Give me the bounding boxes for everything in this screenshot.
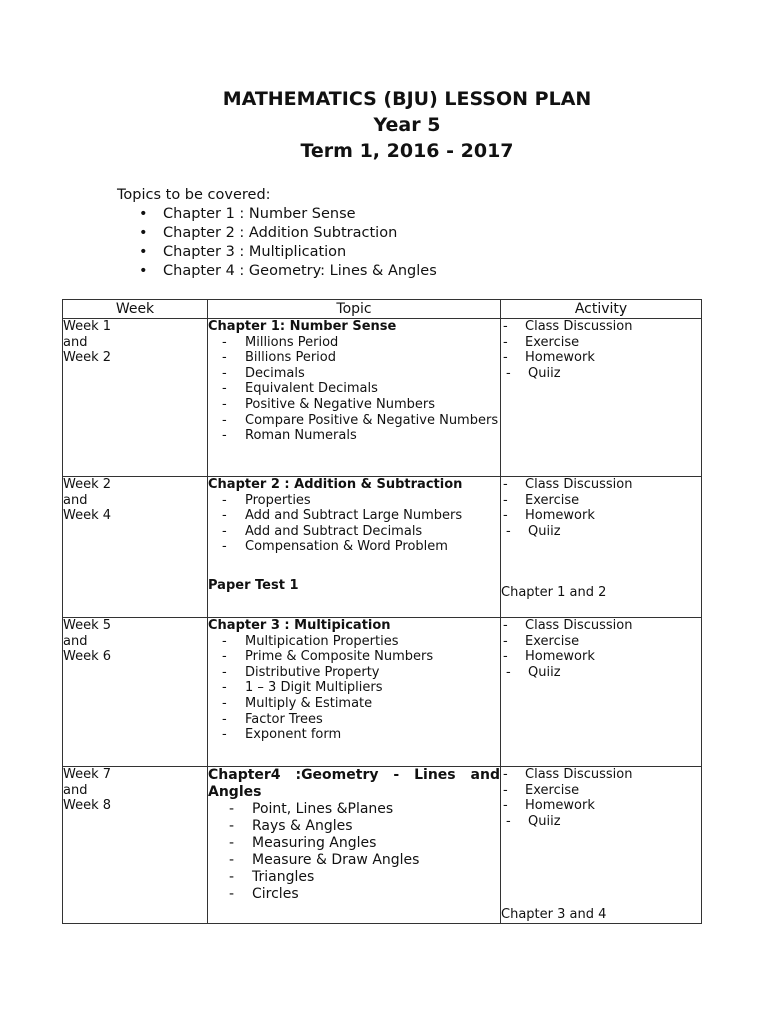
- chapter-title: Chapter4 :Geometry - Lines and Angles: [208, 767, 500, 800]
- table-row: [63, 767, 702, 924]
- activity-cell: [501, 767, 702, 924]
- week-cell: [63, 618, 208, 767]
- subtopic-item: - Add and Subtract Decimals: [208, 524, 500, 540]
- activity-column-header: Activity: [501, 300, 702, 319]
- topic-cell: [208, 319, 501, 477]
- activity-list: [501, 477, 701, 539]
- subtopic-item: - Compensation & Word Problem: [208, 539, 500, 555]
- subtopic-list: [208, 634, 500, 743]
- subtopic-item: - Positive & Negative Numbers: [208, 397, 500, 413]
- subtopic-item: - Millions Period: [208, 335, 500, 351]
- subtopic-item: - Roman Numerals: [208, 428, 500, 444]
- document-title: MATHEMATICS (BJU) LESSON PLAN: [222, 88, 592, 110]
- chapter-title: Chapter 2 : Addition & Subtraction: [208, 477, 463, 492]
- week-start: Week 5: [63, 618, 112, 633]
- subtopic-item: - Rays & Angles: [208, 818, 500, 835]
- document-term: Term 1, 2016 - 2017: [300, 140, 514, 162]
- topic-item: • Chapter 1 : Number Sense: [117, 205, 437, 224]
- week-column-header: Week: [63, 300, 208, 319]
- chapter-title: Chapter 3 : Multipication: [208, 618, 391, 633]
- activity-item: - Quiiz: [501, 524, 701, 540]
- topic-item: • Chapter 2 : Addition Subtraction: [117, 224, 437, 243]
- subtopic-item: - 1 – 3 Digit Multipliers: [208, 680, 500, 696]
- activity-item: - Class Discussion: [501, 319, 701, 335]
- topics-list: [117, 205, 437, 281]
- subtopic-item: - Multiply & Estimate: [208, 696, 500, 712]
- activity-item: - Homework: [501, 350, 701, 366]
- activity-item: - Quiiz: [501, 366, 701, 382]
- subtopic-item: - Equivalent Decimals: [208, 381, 500, 397]
- subtopic-item: - Compare Positive & Negative Numbers: [208, 413, 500, 429]
- topic-cell: [208, 618, 501, 767]
- activity-item: - Quiiz: [501, 665, 701, 681]
- activity-list: [501, 618, 701, 680]
- activity-note: Chapter 3 and 4: [501, 907, 607, 923]
- subtopic-item: - Billions Period: [208, 350, 500, 366]
- subtopic-item: - Add and Subtract Large Numbers: [208, 508, 500, 524]
- subtopic-item: - Properties: [208, 493, 500, 509]
- subtopic-item: - Circles: [208, 886, 500, 903]
- activity-list: [501, 767, 701, 829]
- subtopic-item: - Exponent form: [208, 727, 500, 743]
- activity-item: - Exercise: [501, 493, 701, 509]
- week-cell: [63, 319, 208, 477]
- subtopic-list: [208, 335, 500, 444]
- topic-item: • Chapter 4 : Geometry: Lines & Angles: [117, 262, 437, 281]
- activity-item: - Class Discussion: [501, 477, 701, 493]
- activity-cell: [501, 319, 702, 477]
- activity-cell: [501, 618, 702, 767]
- activity-note: Chapter 1 and 2: [501, 585, 607, 601]
- week-and: and: [63, 782, 88, 798]
- activity-list: [501, 319, 701, 381]
- subtopic-item: - Multipication Properties: [208, 634, 500, 650]
- activity-item: - Homework: [501, 798, 701, 814]
- activity-item: - Exercise: [501, 634, 701, 650]
- subtopic-list: [208, 493, 500, 555]
- week-start: Week 2: [63, 477, 112, 492]
- week-and: and: [63, 633, 88, 649]
- activity-cell: [501, 477, 702, 618]
- topic-cell: [208, 477, 501, 618]
- activity-item: - Quiiz: [501, 814, 701, 830]
- document-year: Year 5: [373, 114, 441, 136]
- chapter-title: Chapter 1: Number Sense: [208, 319, 397, 334]
- topics-section: [117, 186, 437, 281]
- table-header-row: [63, 300, 702, 319]
- topic-cell: [208, 767, 501, 924]
- table-row: [63, 477, 702, 618]
- subtopic-item: - Triangles: [208, 869, 500, 886]
- activity-item: - Class Discussion: [501, 767, 701, 783]
- subtopic-item: - Decimals: [208, 366, 500, 382]
- week-cell: [63, 767, 208, 924]
- activity-item: - Class Discussion: [501, 618, 701, 634]
- activity-item: - Exercise: [501, 783, 701, 799]
- subtopic-item: - Measuring Angles: [208, 835, 500, 852]
- topic-item: • Chapter 3 : Multiplication: [117, 243, 437, 262]
- week-start: Week 7: [63, 767, 112, 782]
- week-and: and: [63, 334, 88, 350]
- subtopic-item: - Factor Trees: [208, 712, 500, 728]
- lesson-plan-table: [62, 299, 702, 924]
- table-row: [63, 618, 702, 767]
- week-end: Week 2: [63, 350, 112, 366]
- week-start: Week 1: [63, 319, 112, 334]
- subtopic-item: - Measure & Draw Angles: [208, 852, 500, 869]
- activity-item: - Homework: [501, 508, 701, 524]
- subtopic-item: - Prime & Composite Numbers: [208, 649, 500, 665]
- activity-item: - Homework: [501, 649, 701, 665]
- week-and: and: [63, 492, 88, 508]
- table-row: [63, 319, 702, 477]
- subtopic-list: [208, 801, 500, 903]
- week-end: Week 4: [63, 508, 112, 524]
- subtopic-item: - Point, Lines &Planes: [208, 801, 500, 818]
- activity-item: - Exercise: [501, 335, 701, 351]
- document-header: [0, 86, 768, 164]
- week-end: Week 8: [63, 798, 112, 814]
- week-end: Week 6: [63, 649, 112, 665]
- week-cell: [63, 477, 208, 618]
- paper-test-label: Paper Test 1: [208, 577, 299, 593]
- subtopic-item: - Distributive Property: [208, 665, 500, 681]
- topics-heading: Topics to be covered:: [117, 187, 271, 203]
- topic-column-header: Topic: [208, 300, 501, 319]
